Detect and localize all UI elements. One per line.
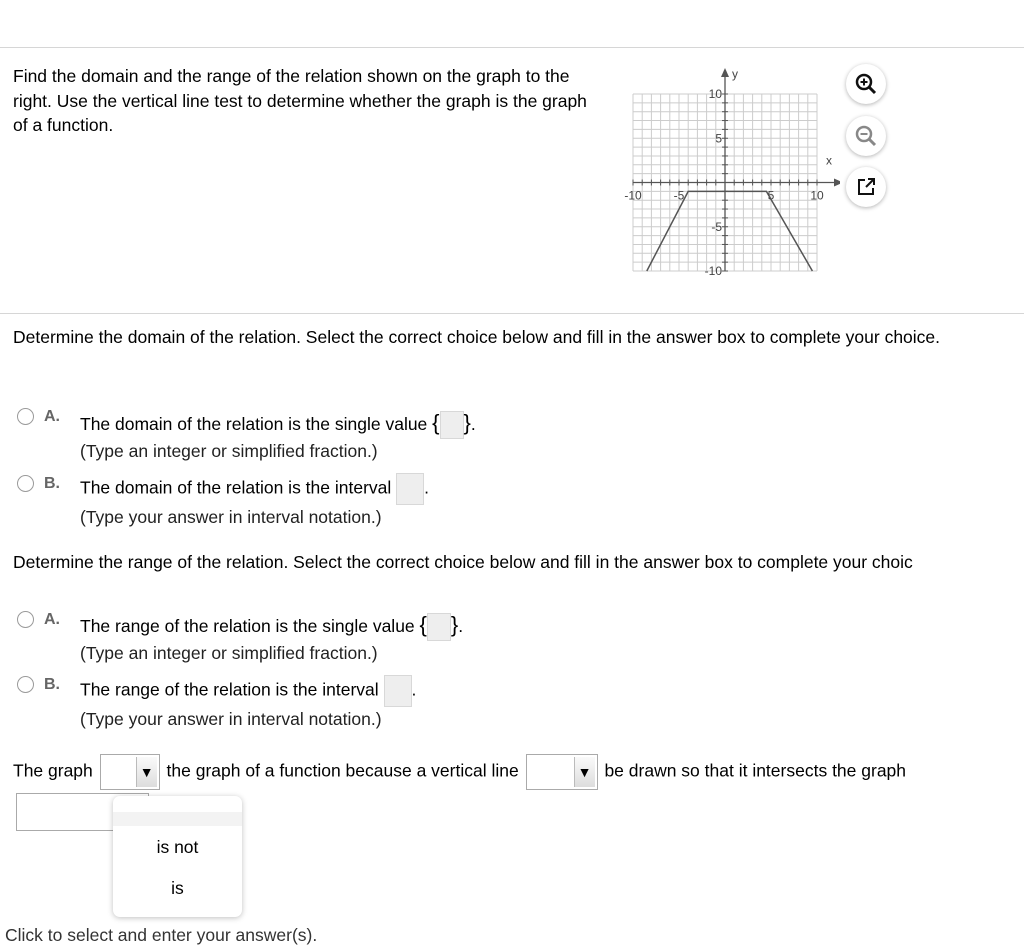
range-option-a: The range of the relation is the single value { }. xyxy=(80,612,463,641)
y-axis-arrow xyxy=(721,68,729,77)
option-text: The range of the relation is the interval xyxy=(80,679,379,700)
sentence-text: the graph of a function because a vertical line xyxy=(166,760,519,781)
sentence-text: The graph xyxy=(13,760,93,781)
domain-single-value-input[interactable] xyxy=(440,411,464,439)
x-tick-label: 5 xyxy=(767,188,775,203)
dropdown-arrow-icon: ▼ xyxy=(136,757,157,787)
option-text: The range of the relation is the single value xyxy=(80,616,415,636)
popout-icon[interactable] xyxy=(846,167,886,207)
y-tick-label: -5 xyxy=(711,219,722,234)
x-axis-arrow xyxy=(834,179,840,187)
range-option-b: The range of the relation is the interval . xyxy=(80,675,416,707)
domain-option-a-radio[interactable] xyxy=(17,408,34,425)
relation-curve xyxy=(647,188,813,271)
sentence-text: be drawn so that it intersects the graph xyxy=(604,760,907,781)
range-interval-input[interactable] xyxy=(384,675,412,707)
dropdown-arrow-icon: ▼ xyxy=(574,757,595,787)
function-sentence xyxy=(13,754,906,790)
dropdown-blank-option[interactable] xyxy=(113,812,242,826)
dropdown-option-is[interactable]: is xyxy=(171,878,184,898)
x-tick-label: -10 xyxy=(624,188,642,203)
range-prompt: Determine the range of the relation. Select the correct choice below and fill in the answer box to complete your choic xyxy=(13,552,913,572)
question-text: Find the domain and the range of the relation shown on the graph to the right. Use the vertical line test to determine whether the graph is the graph of a function. xyxy=(13,66,587,135)
is-dropdown-1[interactable] xyxy=(100,754,160,790)
range-option-b-radio[interactable] xyxy=(17,676,34,693)
option-text: The domain of the relation is the single value xyxy=(80,414,428,434)
dropdown-menu xyxy=(113,796,242,917)
option-letter: B. xyxy=(44,676,60,693)
y-tick-label: 5 xyxy=(715,131,722,146)
x-tick-label: 10 xyxy=(810,188,824,203)
zoom-in-icon[interactable] xyxy=(846,64,886,104)
option-letter: A. xyxy=(44,611,60,628)
option-hint: (Type your answer in interval notation.) xyxy=(80,709,382,729)
range-single-value-input[interactable] xyxy=(427,613,451,641)
domain-interval-input[interactable] xyxy=(396,473,424,505)
domain-option-b: The domain of the relation is the interval . xyxy=(80,473,429,505)
option-hint: (Type an integer or simplified fraction.) xyxy=(80,643,378,663)
footer-instruction: Click to select and enter your answer(s). xyxy=(5,925,318,945)
option-letter: B. xyxy=(44,475,60,492)
y-tick-label: -10 xyxy=(704,264,722,278)
relation-graph xyxy=(610,60,840,280)
top-divider xyxy=(0,47,1024,48)
x-tick-label: -5 xyxy=(673,188,685,203)
option-hint: (Type your answer in interval notation.) xyxy=(80,507,382,527)
option-letter: A. xyxy=(44,408,60,425)
can-dropdown[interactable] xyxy=(526,754,598,790)
domain-option-a: The domain of the relation is the single value { }. xyxy=(80,410,476,439)
range-option-a-radio[interactable] xyxy=(17,611,34,628)
section-divider xyxy=(0,313,1024,314)
option-text: The domain of the relation is the interval xyxy=(80,477,392,498)
option-hint: (Type an integer or simplified fraction.) xyxy=(80,441,378,461)
domain-option-b-radio[interactable] xyxy=(17,475,34,492)
domain-prompt: Determine the domain of the relation. Select the correct choice below and fill in the answer box to complete your choice. xyxy=(13,327,941,347)
zoom-out-icon[interactable] xyxy=(846,116,886,156)
y-axis-label: y xyxy=(732,67,738,81)
dropdown-option-is-not[interactable]: is not xyxy=(156,837,199,857)
x-axis-label: x xyxy=(826,153,832,168)
y-tick-label: 10 xyxy=(708,87,722,101)
